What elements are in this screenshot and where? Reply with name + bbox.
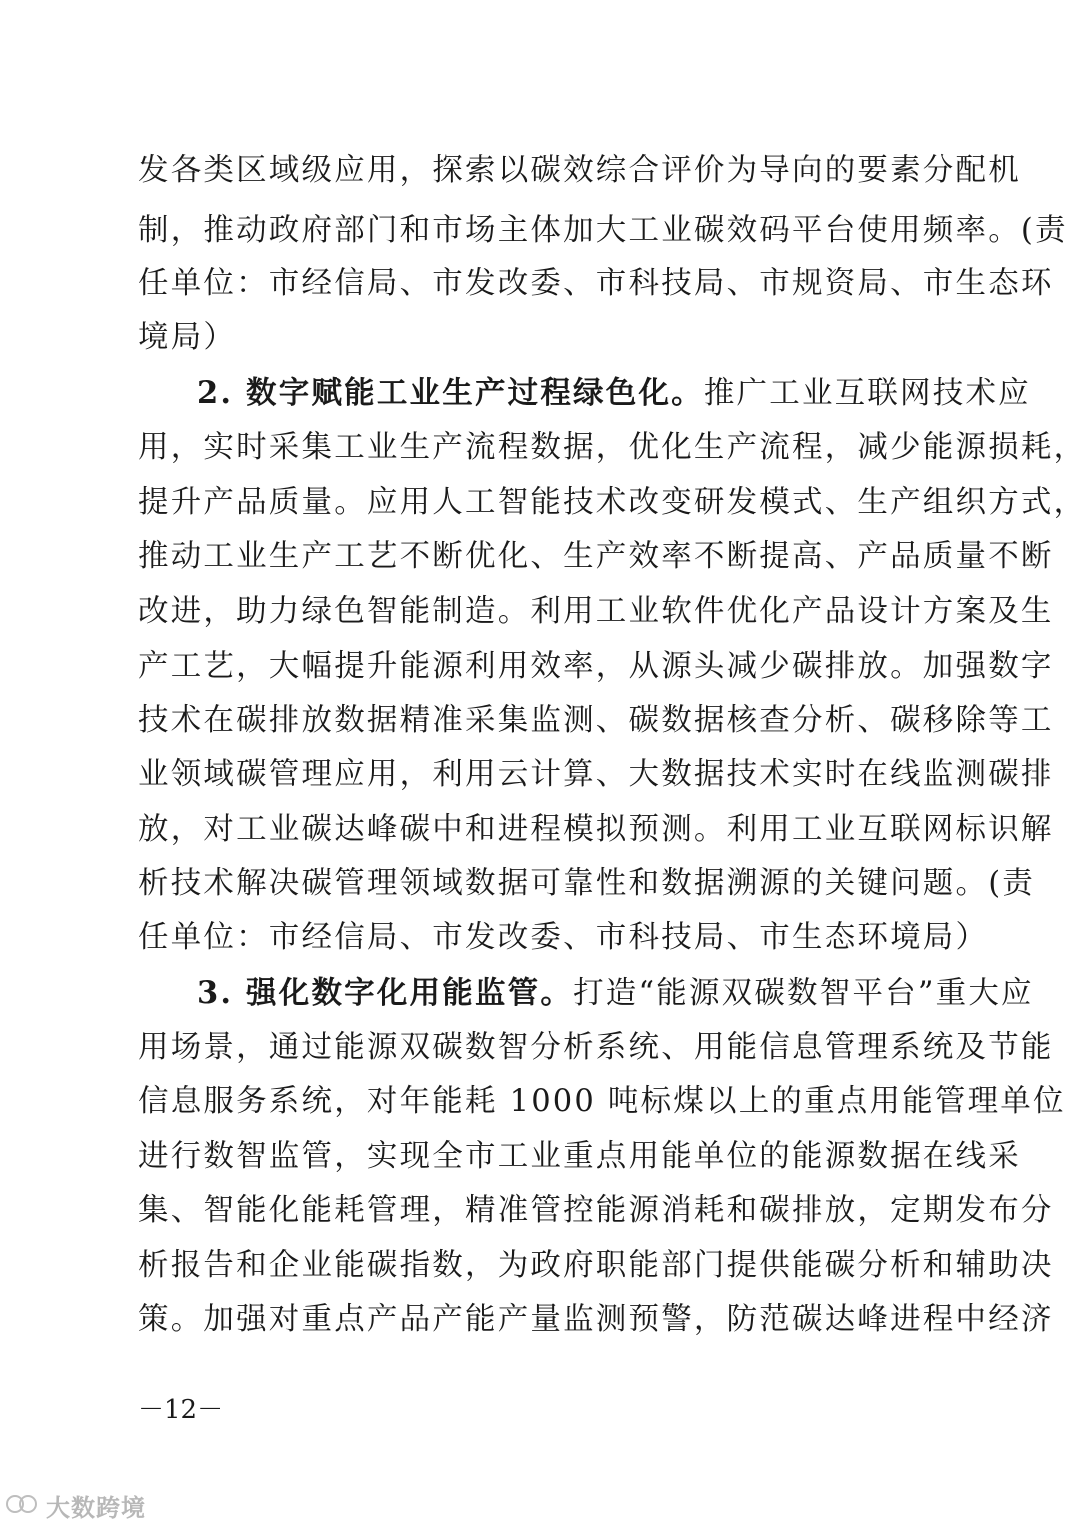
section-heading: 2. 数字赋能工业生产过程绿色化。 [197,375,704,411]
text-line: 发各类区域级应用，探索以碳效综合评价为导向的要素分配机 [138,153,1021,188]
text-line: 集、智能化能耗管理，精准管控能源消耗和碳排放，定期发布分 [138,1193,1054,1228]
text-line: 任单位：市经信局、市发改委、市科技局、市规资局、市生态环 [138,266,1054,301]
text-line: 推动工业生产工艺不断优化、生产效率不断提高、产品质量不断 [138,539,1054,574]
watermark-text: 大数跨境 [46,1493,146,1522]
text-line: 析技术解决碳管理领域数据可靠性和数据溯源的关键问题。(责 [138,866,1035,901]
section-heading-line: 3. 强化数字化用能监管。打造“能源双碳数智平台”重大应 [197,975,1034,1011]
text-line: 提升产品质量。应用人工智能技术改变研发模式、生产组织方式， [138,485,1086,520]
text-line: 任单位：市经信局、市发改委、市科技局、市生态环境局） [138,920,989,955]
text-line: 业领域碳管理应用，利用云计算、大数据技术实时在线监测碳排 [138,757,1054,792]
watermark [6,1487,146,1523]
text-line: 改进，助力绿色智能制造。利用工业软件优化产品设计方案及生 [138,594,1054,629]
weibo-logo-icon [6,1492,40,1518]
text-line: 析报告和企业能碳指数，为政府职能部门提供能碳分析和辅助决 [138,1248,1054,1283]
text-line: 用场景，通过能源双碳数智分析系统、用能信息管理系统及节能 [138,1030,1054,1065]
section-heading: 3. 强化数字化用能监管。 [197,975,574,1011]
text-line: 策。加强对重点产品产能产量监测预警，防范碳达峰进程中经济 [138,1302,1054,1337]
text-line: 用，实时采集工业生产流程数据，优化生产流程，减少能源损耗， [138,430,1086,465]
text-line: 境局） [138,320,237,355]
text-line: 信息服务系统，对年能耗 1000 吨标煤以上的重点用能管理单位 [138,1084,1066,1119]
text-line: 进行数智监管，实现全市工业重点用能单位的能源数据在线采 [138,1139,1021,1174]
text-line: 技术在碳排放数据精准采集监测、碳数据核查分析、碳移除等工 [138,703,1054,738]
text-line: 制，推动政府部门和市场主体加大工业碳效码平台使用频率。(责 [138,213,1068,248]
text-line: 产工艺，大幅提升能源利用效率，从源头减少碳排放。加强数字 [138,649,1054,684]
section-heading-line: 2. 数字赋能工业生产过程绿色化。推广工业互联网技术应 [197,375,1031,411]
page-number: －12－ [138,1395,224,1425]
text-line: 放，对工业碳达峰碳中和进程模拟预测。利用工业互联网标识解 [138,812,1054,847]
